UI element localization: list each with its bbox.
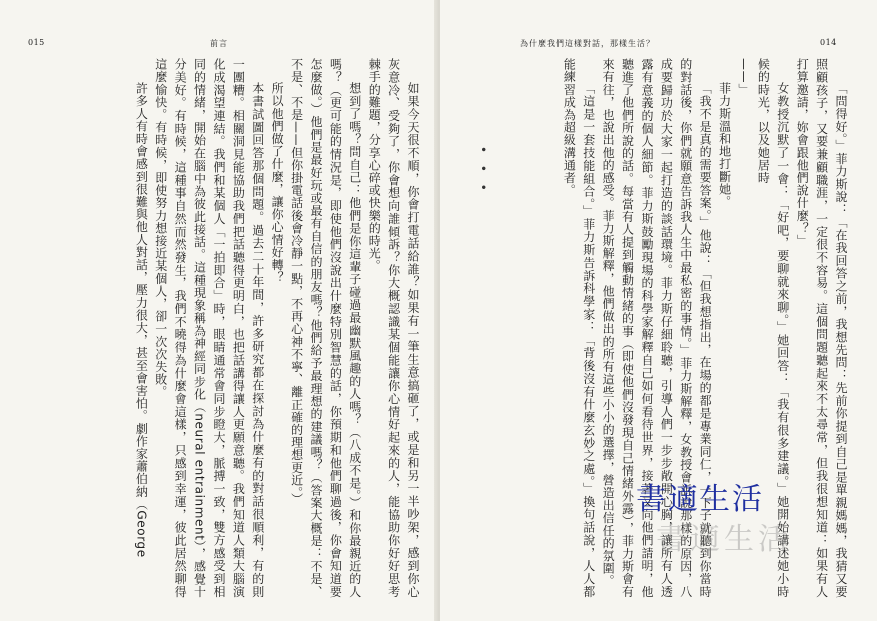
section-break-dots: • • •: [476, 146, 490, 195]
paragraph: 菲力斯溫和地打斷她。: [717, 82, 732, 208]
watermark-text: 書適生活: [636, 482, 764, 517]
paragraph: 本書試圖回答那個問題。過去二十年間，許多研究都在探討為什麼有的對話很順利，有的則一團糟。相關洞見能協助我們把話聽得更明白，也把話講得讓人更願意聽。我們知道人類大腦演化成渴望連結。我們和某個人「一拍即合」時，眼睛通常會同步瞪大，脈搏一致，雙方感受到相同的情緒，開始在腦中為彼此接話。這種現象稱為神經同步化（neural entrainment），感覺十分美好。有時候，這種事自然而然發生，我們不曉得為什麼會這樣，只感到幸運，彼此居然聊得這麼愉快。有時候，即使努力想接近某個人，卻一次次失敗。: [153, 58, 265, 598]
page-number-right: 014: [820, 38, 837, 47]
paragraph: 「問得好。」菲力斯說：「在我回答之前，我想先問：先前你提到自己是單親媽媽，我猜又要照顧孩子，又要兼顧職涯，一定很不容易。這個問題聽起來不太尋常，但我很想知道：如果有人打算邀請，妳會跟他們說什麼？」: [795, 58, 848, 598]
running-head-right: 為什麼我們這樣對話，那樣生活？: [520, 39, 655, 48]
running-head-left: 前言: [210, 39, 228, 48]
watermark-logo: [636, 470, 792, 560]
paragraph: 許多人有時會感到很難與他人對話，壓力很大，甚至會害怕。劇作家蕭伯納（George: [134, 82, 149, 558]
watermark-shadow-text: 書適生活: [656, 522, 792, 557]
paragraph: ——」: [736, 58, 751, 96]
paragraph: 「這是一套技能組合。」菲力斯告訴科學家：「背後沒有什麼玄妙之處。」換句話說，人人都能練習成為超級溝通者。: [562, 58, 596, 598]
paragraph: 所以他們做了什麼，讓你心情好轉？: [270, 82, 285, 284]
paragraph: 想到了嗎？問自己：他們是你這輩子碰過最幽默風趣的人嗎？（八成不是。）和你最親近的人嗎？（更可能的情況是，即使他們沒說出什麼特別智慧的話，你預期和他們聊過後，你會知道要怎麼做。）他們是最好玩或最有自信的朋友嗎？他們給予最理想的建議嗎？（答案大概是：不是、不是、不是——但你掛電話後會冷靜一點，不再心神不寧、離正確的理想更近。）: [289, 58, 362, 598]
left-body-text: [30, 58, 422, 598]
paragraph: 「我不是真的需要答案。」他說：「但我想指出，在場的都是專業同仁，一下子就聽到你當時的對話後，你們就願意告訴我人生中最私密的事情。」菲力斯解釋，女教授會訴說那樣的原因，八成要歸功於大家一起打造的談話環境。菲力斯仔細聆聽，引導人們一步步敞開心胸，讓所有人透露有意義的個人細節。菲力斯鼓勵現場的科學家解釋自己如何看待世界，接著又向他們請明，他聽進了他們所說的話。每當有人提到觸動情緒的事（即使他們沒發現自己情緒外露），菲力斯會有來有往，也說出他的感受。菲力斯解釋，他們做出的所有這些小小的選擇，營造出信任的氛圍。: [601, 58, 713, 598]
page-number-left: 015: [28, 38, 45, 47]
paragraph: 如果今天很不順，你會打電話給誰？如果有一筆生意搞砸了，或是和另一半吵架，感到你心灰意冷、受夠了，你會想向誰傾訴？你大概認識某個能讓你心情好起來的人，能協助你好好思考棘手的難題，分享心碎或快樂的時光。: [367, 58, 420, 598]
left-page: [0, 0, 437, 621]
paragraph: 女教授沉默了一會：「好吧，要聊就來聊。」她回答：「我有很多建議。」她開始講述她小時候的時光，以及她居時: [756, 58, 790, 598]
